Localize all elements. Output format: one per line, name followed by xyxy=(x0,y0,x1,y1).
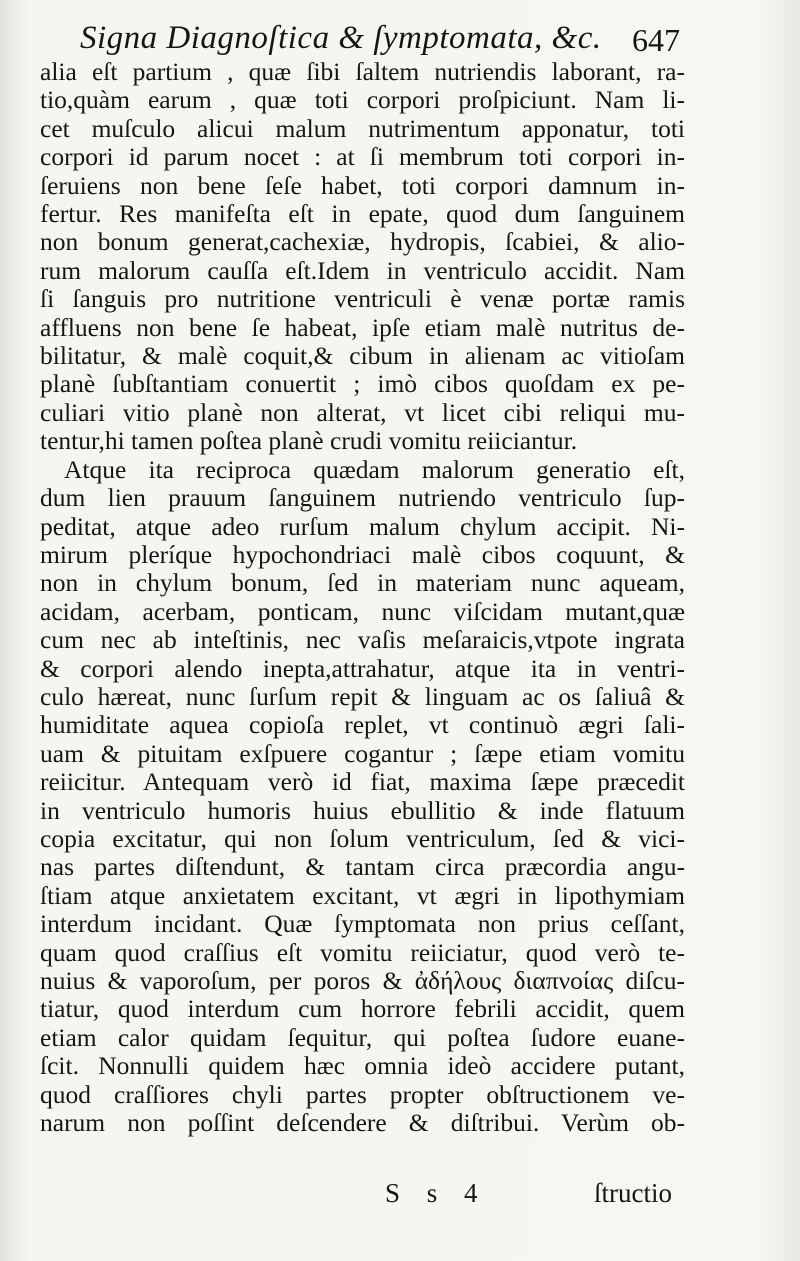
page-header xyxy=(80,14,680,64)
text-line: reiicitur. Antequam verò id fiat, maxima ſæpe præcedit xyxy=(40,768,685,797)
text-line: ſcit. Nonnulli quidem hæc omnia ideò accidere putant, xyxy=(40,1052,685,1081)
text-line: ſtiam atque anxietatem excitant, vt ægri in lipothymiam xyxy=(40,881,685,910)
body-text xyxy=(40,58,685,1137)
text-line: dum lien prauum ſanguinem nutriendo ventriculo ſup- xyxy=(40,484,685,513)
text-line: bilitatur, & malè coquit,& cibum in alienam ac vitioſam xyxy=(40,342,685,371)
text-line: tiatur, quod interdum cum horrore febrili accidit, quem xyxy=(40,995,685,1024)
text-line: tio,quàm earum , quæ toti corpori proſpiciunt. Nam li- xyxy=(40,86,685,115)
text-line: ſi ſanguis pro nutritione ventriculi è venæ portæ ramis xyxy=(40,285,685,314)
catchword: ſtructio xyxy=(594,1178,672,1208)
text-line: interdum incidant. Quæ ſymptomata non prius ceſſant, xyxy=(40,910,685,939)
text-line: cet muſculo alicui malum nutrimentum apponatur, toti xyxy=(40,114,685,143)
text-line: cum nec ab inteſtinis, nec vaſis meſaraicis,vtpote ingrata xyxy=(40,626,685,655)
text-line: nas partes diſtendunt, & tantam circa præcordia angu- xyxy=(40,853,685,882)
text-line: uam & pituitam exſpuere cogantur ; ſæpe etiam vomitu xyxy=(40,739,685,768)
text-line: quod craſſiores chyli partes propter obſtructionem ve- xyxy=(40,1080,685,1109)
text-line: peditat, atque adeo rurſum malum chylum accipit. Ni- xyxy=(40,512,685,541)
text-line: copia excitatur, qui non ſolum ventriculum, ſed & vici- xyxy=(40,824,685,853)
text-line: fertur. Res manifeſta eſt in epate, quod dum ſanguinem xyxy=(40,200,685,229)
text-line: alia eſt partium , quæ ſibi ſaltem nutriendis laborant, ra- xyxy=(40,58,685,86)
text-line: tentur,hi tamen poſtea planè crudi vomitu reiiciantur. xyxy=(40,427,578,456)
text-line: humiditate aquea copioſa replet, vt continuò ægri ſali- xyxy=(40,711,685,740)
text-line: planè ſubſtantiam conuertit ; imò cibos quoſdam ex pe- xyxy=(40,370,685,399)
text-line: culo hæreat, nunc ſurſum repit & linguam ac os ſaliuâ & xyxy=(40,682,685,711)
running-head: Signa Diagnoſtica & ſymptomata, &c. xyxy=(80,20,602,56)
signature-mark: S s 4 xyxy=(385,1178,488,1208)
text-line: culiari vitio planè non alterat, vt licet cibi reliqui mu- xyxy=(40,398,685,427)
text-line: mirum pleríque hypochondriaci malè cibos coquunt, & xyxy=(40,540,685,569)
text-line: Atque ita reciproca quædam malorum generatio eſt, xyxy=(64,455,685,484)
text-line: corpori id parum nocet : at ſi membrum toti corpori in- xyxy=(40,143,685,172)
text-line: in ventriculo humoris huius ebullitio & inde flatuum xyxy=(40,796,685,825)
text-line: quam quod craſſius eſt vomitu reiiciatur, quod verò te- xyxy=(40,938,685,967)
text-line: narum non poſſint deſcendere & diſtribui. Verùm ob- xyxy=(40,1109,685,1138)
text-line: & corpori alendo inepta,attrahatur, atque ita in ventri- xyxy=(40,654,685,683)
text-line: affluens non bene ſe habeat, ipſe etiam malè nutritus de- xyxy=(40,313,685,342)
text-line: rum malorum cauſſa eſt.Idem in ventriculo accidit. Nam xyxy=(40,256,685,285)
text-line: non bonum generat,cachexiæ, hydropis, ſcabiei, & alio- xyxy=(40,228,685,257)
page-number: 647 xyxy=(632,22,680,58)
text-line: non in chylum bonum, ſed in materiam nunc aqueam, xyxy=(40,569,685,598)
text-line: etiam calor quidam ſequitur, qui poſtea ſudore euane- xyxy=(40,1023,685,1052)
text-line: acidam, acerbam, ponticam, nunc viſcidam mutant,quæ xyxy=(40,597,685,626)
text-line: ſeruiens non bene ſeſe habet, toti corpori damnum in- xyxy=(40,171,685,200)
text-line: nuius & vaporoſum, per poros & ἀδήλους διαπνοίας diſcu- xyxy=(40,967,685,995)
page-footer xyxy=(40,1176,672,1216)
